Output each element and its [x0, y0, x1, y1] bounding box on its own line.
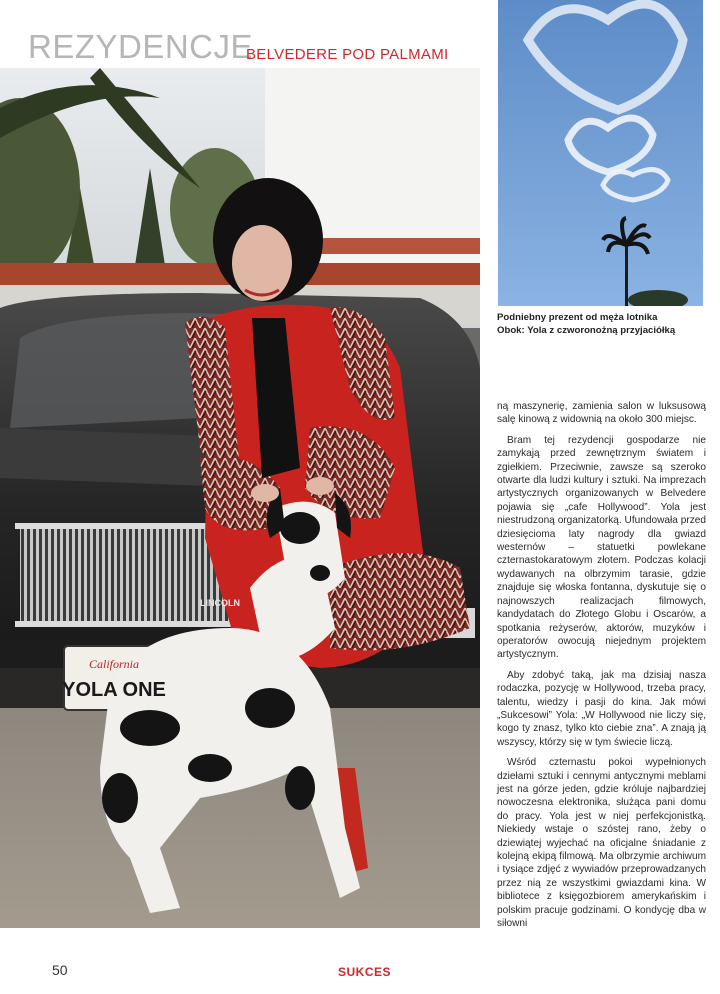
- magazine-logo: SUKCES: [338, 965, 392, 979]
- article-paragraph: Bram tej rezydencji gospodarze nie zamykają przed zewnętrznym światem i zgiełkiem. Przeciwnie, zawsze są szeroko otwarte dla ludzi kultury i sztuki. Na imprezach artystycznych organizowanych w Belvedere pojawia się „cafe Hollywood”. Yola jest niestrudzoną organizatorką. Ufundowała przed dziesięcioma laty nagrody dla gwiazd westernów – statuetki powlekane czternastokaratowym złotem. Podczas kolacji wydawanych na olbrzymim tarasie, gdzie znajduje się włoska fontanna, dyskutuje się o najnowszych realizacjach filmowych, kandydatach do Złotego Globu i Oscarów, a spotkania reżyserów, aktorów, muzyków i operatorów owocują niejednym projektem artystycznym.: [497, 434, 706, 661]
- article-paragraph: Aby zdobyć taką, jak ma dzisiaj nasza rodaczka, pozycję w Hollywood, trzeba pracy, talentu, wiedzy i pasji do kina. Jak mówi „Sukcesowi” Yola: „W Hollywood nie liczy się, kogo ty znasz, tylko kto ciebie zna”. A znają ją wszyscy, którzy się w tym świecie liczą.: [497, 669, 706, 748]
- grille-badge: LINCOLN: [200, 598, 240, 608]
- page-number: 50: [52, 962, 68, 978]
- plate-state: California: [88, 657, 140, 671]
- plate-number: YOLA ONE: [62, 679, 166, 701]
- article-paragraph: Wśród czternastu pokoi wypełnionych dziełami sztuki i cennymi antycznymi meblami jest na górze jeden, gdzie króluje najbardziej nowoczesna elektronika, służąca pani domu do pracy. Yola jest w niej perfekcjonistką. Niekiedy wstaje o szóstej rano, żeby o dziewiątej wyjechać na oficjalne śniadanie z kolejną ekipą filmową. Ma olbrzymie archiwum i tysiące zdjęć z wywiadów przeprowadzanych przez nią ze wszystkimi gwiazdami kina. W bibliotece z księgozbiorem amerykańskim i polskim pracuje godzinami. O kondycję dba w siłowni: [497, 757, 706, 930]
- article-paragraph: ną maszynerię, zamienia salon w luksusową salę kinową z widownią na około 300 miejsc.: [497, 401, 706, 426]
- main-photo: [0, 68, 480, 928]
- caption-line: Obok: Yola z czworonożną przyjaciółką: [497, 325, 676, 336]
- photo-caption: [497, 311, 712, 337]
- article-subtitle: BELVEDERE POD PALMAMI: [246, 46, 449, 63]
- article-body: [497, 400, 706, 937]
- section-title: REZYDENCJE: [28, 28, 254, 65]
- sky-photo: [498, 0, 703, 306]
- caption-line: Podniebny prezent od męża lotnika: [497, 312, 658, 323]
